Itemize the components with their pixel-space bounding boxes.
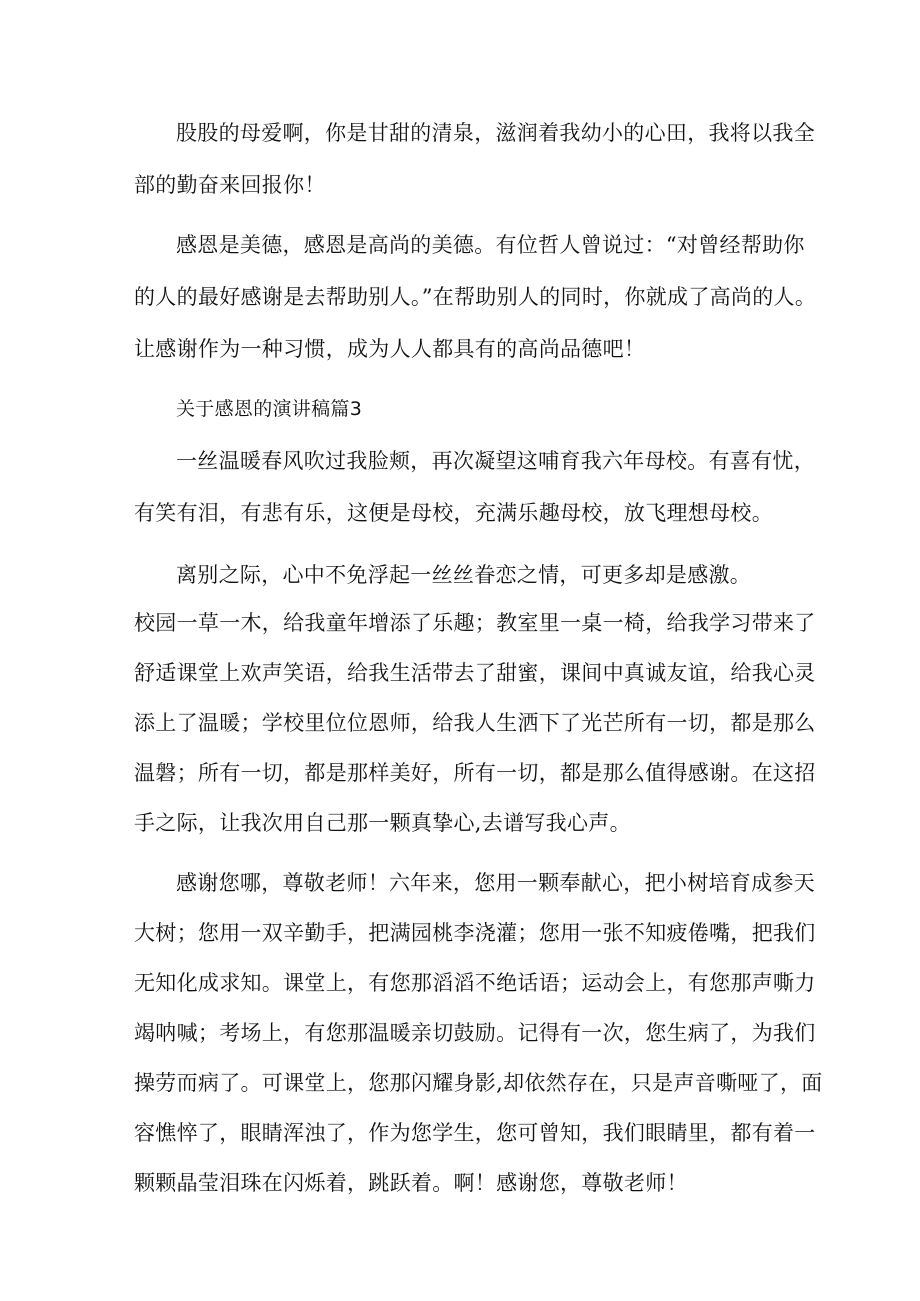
- paragraph-5-line-5: 操劳而病了。可课堂上，您那闪耀身影,却依然存在，只是声音嘶哑了，面: [134, 1071, 823, 1095]
- paragraph-4-line-1: 离别之际，心中不免浮起一丝丝眷恋之情，可更多却是感激。: [176, 563, 752, 587]
- paragraph-2-line-2: 的人的最好感谢是去帮助别人。”在帮助别人的同时，你就成了高尚的人。: [134, 285, 817, 309]
- paragraph-5-line-6: 容憔悴了，眼睛浑浊了，作为您学生，您可曾知，我们眼睛里，都有着一: [134, 1121, 816, 1145]
- paragraph-5-line-4: 竭呐喊；考场上，有您那温暖亲切鼓励。记得有一次，您生病了，为我们: [134, 1021, 816, 1045]
- paragraph-2-line-3: 让感谢作为一种习惯，成为人人都具有的高尚品德吧！: [134, 337, 646, 361]
- paragraph-3-line-1: 一丝温暖春风吹过我脸颊，再次凝望这哺育我六年母校。有喜有忧，: [176, 449, 815, 473]
- paragraph-4-line-6: 手之际，让我次用自己那一颗真挚心,去谱写我心声。: [134, 811, 631, 835]
- paragraph-3-line-2: 有笑有泪，有悲有乐，这便是母校，充满乐趣母校，放飞理想母校。: [134, 501, 773, 525]
- paragraph-1-line-1: 股股的母爱啊，你是甘甜的清泉，滋润着我幼小的心田，我将以我全: [176, 121, 815, 145]
- paragraph-5-line-2: 大树；您用一双辛勤手，把满园桃李浇灌；您用一张不知疲倦嘴，把我们: [134, 921, 816, 945]
- paragraph-1-line-2: 部的勤奋来回报你！: [134, 173, 326, 197]
- paragraph-5-line-1: 感谢您哪，尊敬老师！六年来，您用一颗奉献心，把小树培育成参天: [176, 871, 815, 895]
- paragraph-5-line-7: 颗颗晶莹泪珠在闪烁着，跳跃着。啊！感谢您，尊敬老师！: [134, 1171, 688, 1195]
- paragraph-4-line-3: 舒适课堂上欢声笑语，给我生活带去了甜蜜，课间中真诚友谊，给我心灵: [134, 661, 816, 685]
- paragraph-5-line-3: 无知化成求知。课堂上，有您那滔滔不绝话语；运动会上，有您那声嘶力: [134, 971, 816, 995]
- paragraph-4-line-5: 温磐；所有一切，都是那样美好，所有一切，都是那么值得感谢。在这招: [134, 761, 816, 785]
- section-heading: 关于感恩的演讲稿篇3: [176, 398, 363, 420]
- paragraph-4-line-2: 校园一草一木，给我童年增添了乐趣；教室里一桌一椅，给我学习带来了: [134, 611, 816, 635]
- paragraph-4-line-4: 添上了温暖；学校里位位恩师，给我人生洒下了光芒所有一切，都是那么: [134, 711, 816, 735]
- paragraph-2-line-1: 感恩是美德，感恩是高尚的美德。有位哲人曾说过：“对曾经帮助你: [176, 233, 805, 257]
